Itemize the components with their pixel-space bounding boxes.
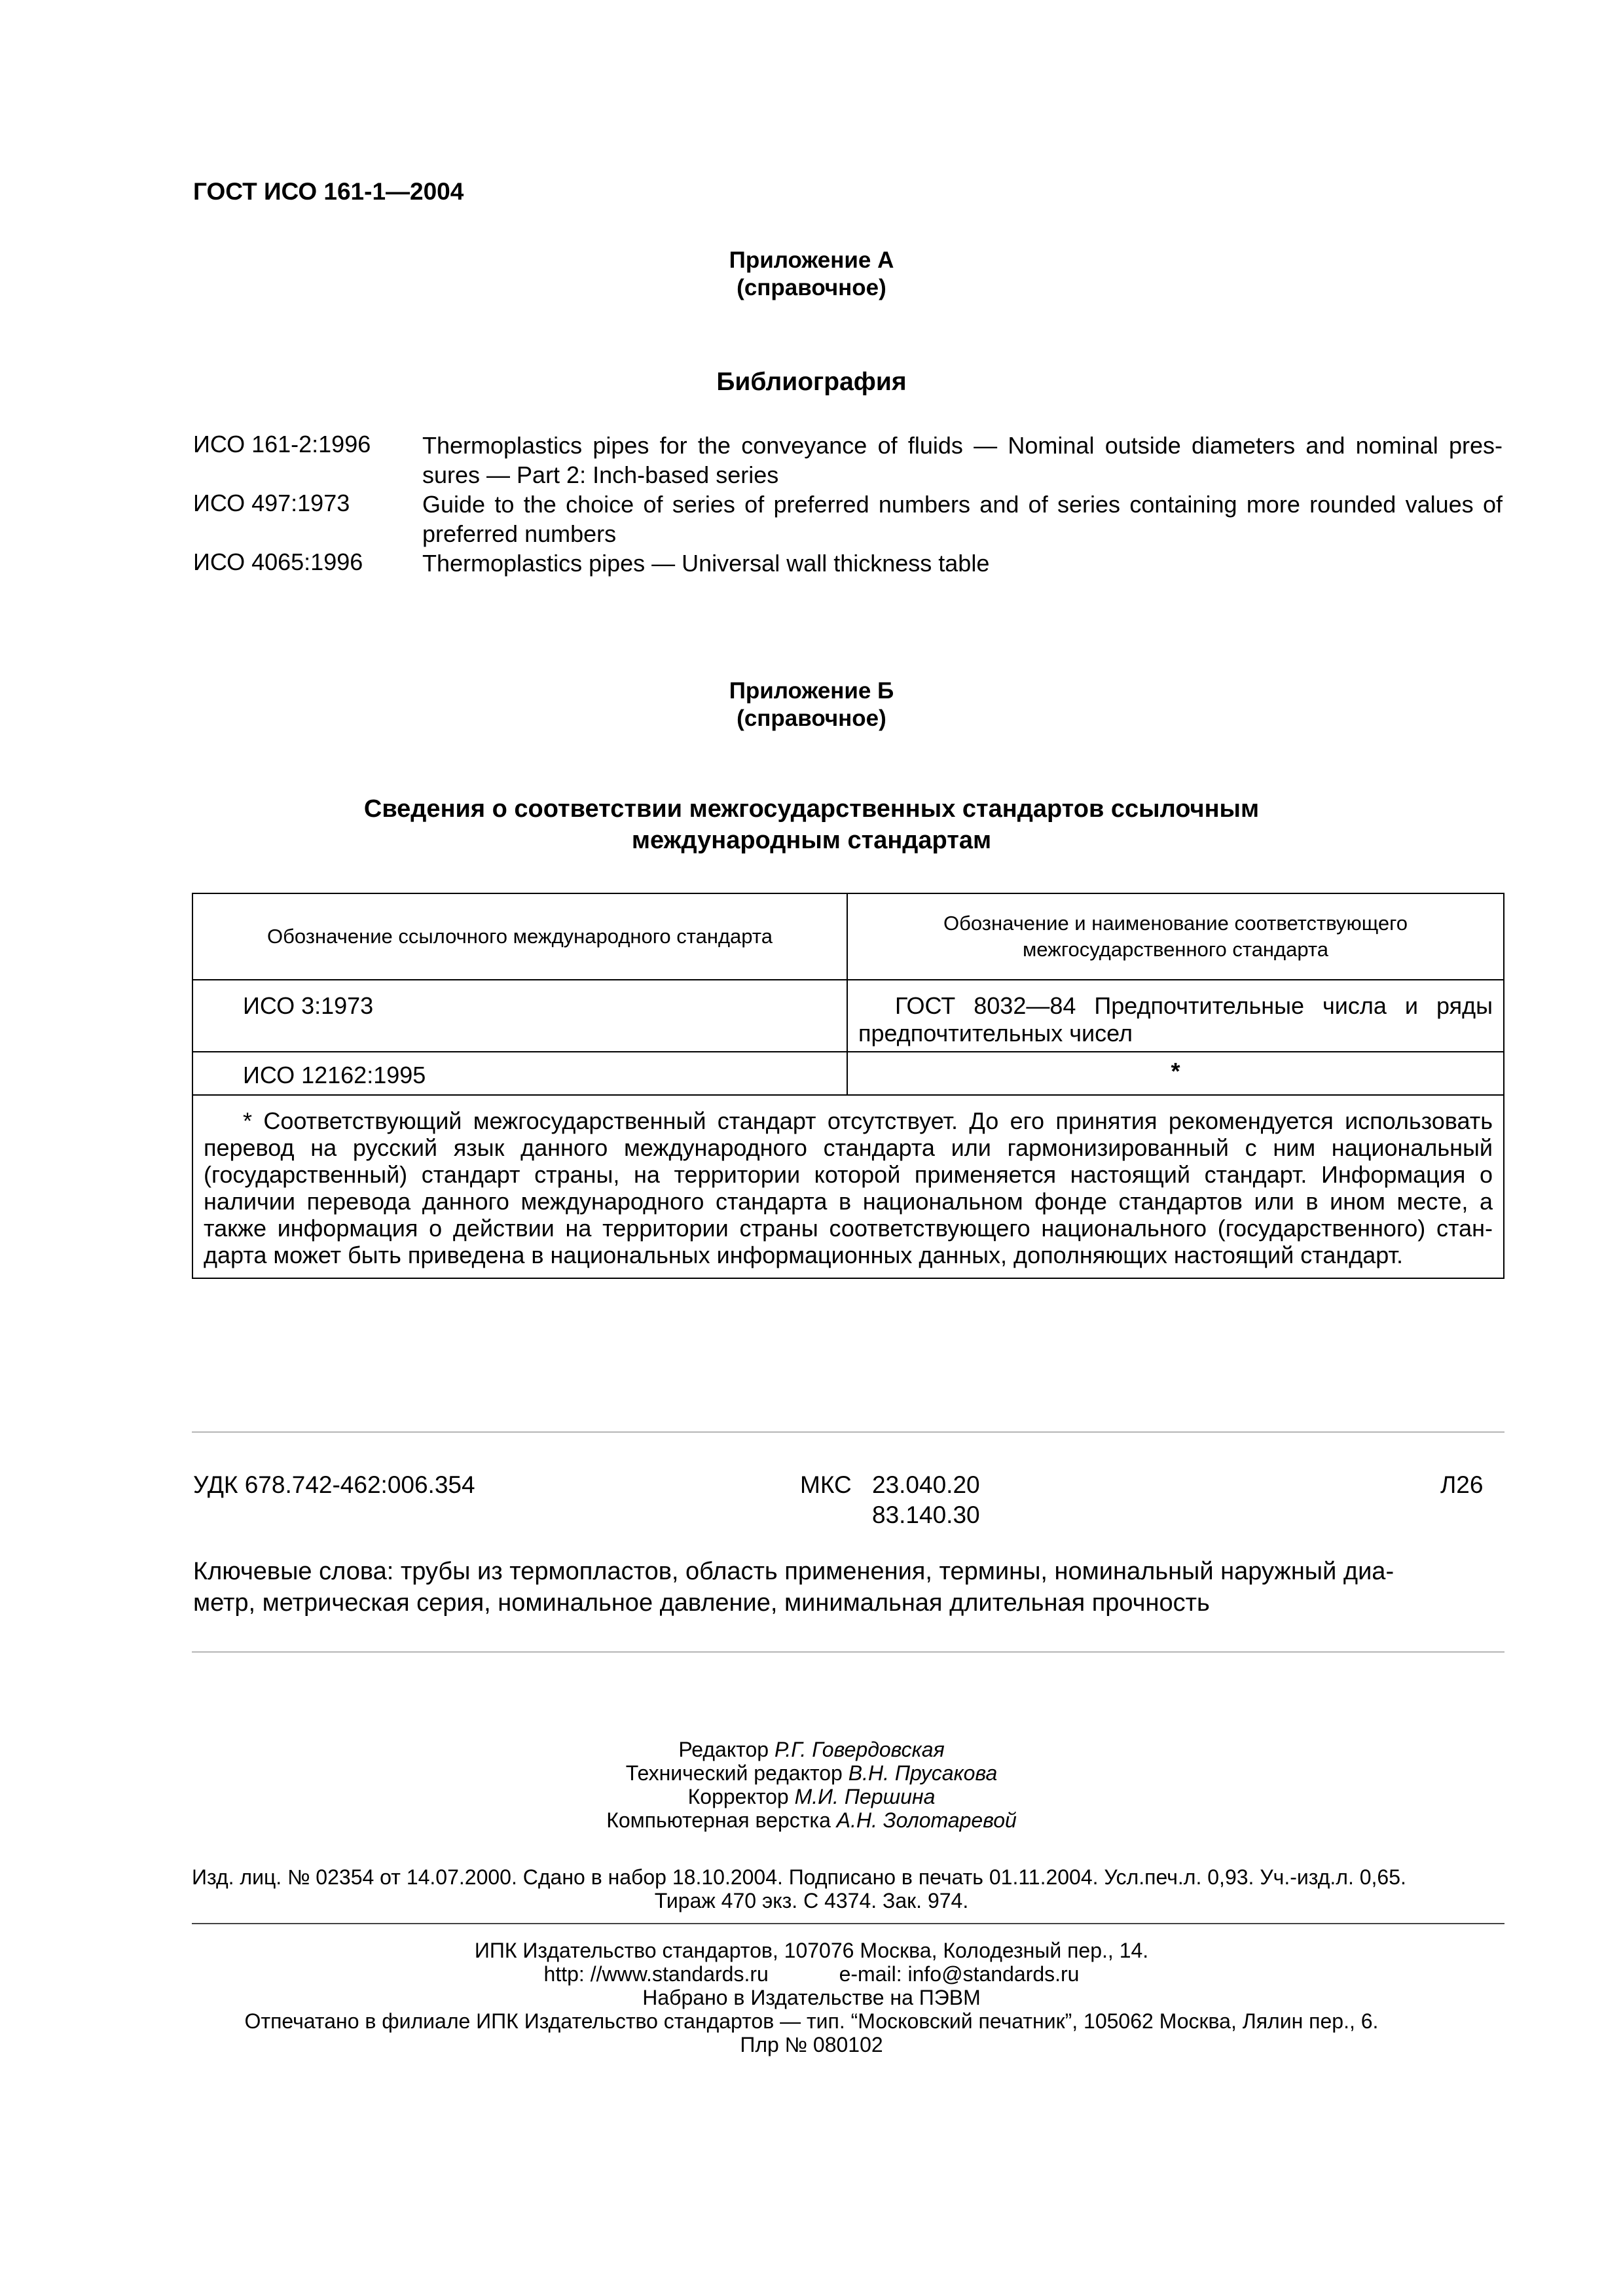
bibliography-code: ИСО 161-2:1996 xyxy=(193,431,371,457)
divider xyxy=(192,1651,1504,1653)
bibliography-title: Guide to the choice of series of preferred numbers and of series containing more rounded values of preferred numbers xyxy=(422,491,1503,547)
mks-code: 23.040.20 xyxy=(872,1471,980,1498)
credit-name: М.И. Першина xyxy=(794,1785,936,1808)
mks-code: 83.140.30 xyxy=(872,1501,980,1528)
bibliography-title: Thermoplastics pipes — Universal wall thickness table xyxy=(422,550,990,577)
appendix-b-subtitle: (справочное) xyxy=(737,706,886,731)
table-header-row xyxy=(192,893,1504,980)
credit-editor xyxy=(0,1738,1623,1761)
publisher-url: http: //www.standards.ru xyxy=(543,1962,769,1986)
correspondence-heading-cont: международным стандартам xyxy=(631,827,992,854)
col2-header-cont: межгосударственного стандарта xyxy=(1022,938,1329,961)
interstate-standard: * xyxy=(1171,1058,1180,1085)
col1-header: Обозначение ссылочного международного стандарта xyxy=(267,925,773,948)
credit-layout xyxy=(0,1808,1623,1832)
table-cell xyxy=(192,1052,847,1095)
credit-tech-editor xyxy=(0,1761,1623,1785)
imprint-circulation: Тираж 470 экз. С 4374. Зак. 974. xyxy=(654,1889,969,1912)
correspondence-heading: Сведения о соответствии межгосударственных стандартов ссылочным xyxy=(363,795,1260,823)
credit-role: Редактор xyxy=(678,1738,769,1761)
bibliography-heading: Библиография xyxy=(716,368,907,396)
table-footnote-row xyxy=(192,1095,1504,1278)
correspondence-table xyxy=(192,893,1504,1279)
divider xyxy=(192,1923,1504,1924)
bibliography-code: ИСО 4065:1996 xyxy=(193,548,363,575)
credit-role: Компьютерная верстка xyxy=(606,1808,837,1832)
appendix-a-subtitle: (справочное) xyxy=(737,275,886,300)
credit-name: А.Н. Золотаревой xyxy=(836,1808,1017,1832)
table-cell xyxy=(847,980,1504,1052)
divider xyxy=(192,1431,1504,1433)
imprint-details: Изд. лиц. № 02354 от 14.07.2000. Сдано в набор 18.10.2004. Подписано в печать 01.11.2004. Усл.печ.л. 0,93. Уч.-изд.л. 0,65. xyxy=(192,1865,1406,1889)
appendix-a-title: Приложение А xyxy=(729,247,894,273)
publisher-contacts xyxy=(0,1962,1623,1986)
mks-label: МКС xyxy=(800,1471,852,1498)
table-header-cell xyxy=(847,893,1504,980)
okstu-code: Л26 xyxy=(1440,1471,1484,1498)
credit-name: В.Н. Прусакова xyxy=(848,1761,998,1785)
table-row xyxy=(192,1052,1504,1095)
credit-name: Р.Г. Говердовская xyxy=(774,1738,945,1761)
interstate-standard: ГОСТ 8032—84 Предпочтительные числа и ряды предпочтительных чисел xyxy=(858,992,1493,1047)
document-id: ГОСТ ИСО 161-1—2004 xyxy=(193,178,464,205)
appendix-b-title: Приложение Б xyxy=(729,678,894,704)
udk-code: УДК 678.742-462:006.354 xyxy=(193,1471,475,1498)
table-header-cell xyxy=(192,893,847,980)
col2-header: Обозначение и наименование соответствующего xyxy=(943,912,1408,935)
credit-role: Корректор xyxy=(687,1785,789,1808)
table-row xyxy=(192,980,1504,1052)
keywords: Ключевые слова: трубы из термопластов, область применения, термины, номинальный наружный диа- xyxy=(193,1558,1395,1585)
credit-role: Технический редактор xyxy=(625,1761,843,1785)
publisher-address: ИПК Издательство стандартов, 107076 Москва, Колодезный пер., 14. xyxy=(474,1939,1149,1962)
international-standard: ИСО 3:1973 xyxy=(243,992,374,1019)
credit-proofreader xyxy=(0,1785,1623,1808)
publisher-email: e-mail: info@standards.ru xyxy=(839,1962,1080,1986)
bibliography-title: Thermoplastics pipes for the conveyance of fluids — Nominal outside diameters and nominal pres-sures — Part 2: Inch-based series xyxy=(422,432,1503,488)
publisher-license: Плр № 080102 xyxy=(740,2033,883,2056)
table-cell xyxy=(847,1052,1504,1095)
bibliography-code: ИСО 497:1973 xyxy=(193,490,350,516)
publisher-printed: Отпечатано в филиале ИПК Издательство стандартов — тип. “Московский печатник”, 105062 Москва, Лялин пер., 6. xyxy=(244,2009,1379,2033)
footnote-text: * Соответствующий межгосударственный стандарт отсутствует. До его принятия рекомендуется использовать перевод на русский язык данного международного стандарта или гармонизированный с ним национальный (государственный) стандарт страны, на территории которой применяется настоящий стандарт. Информация о наличии перевода данного международного стандарта в национальном фонде стандартов или в ином месте, а также информация о действии на территории страны соответствующего национального (государственного) стан-дарта может быть приведена в национальных информационных данных, дополняющих настоящий стандарт. xyxy=(204,1107,1493,1268)
publisher-typeset: Набрано в Издательстве на ПЭВМ xyxy=(642,1986,981,2009)
keywords-cont: метр, метрическая серия, номинальное давление, минимальная длительная прочность xyxy=(193,1589,1210,1617)
table-cell xyxy=(192,980,847,1052)
table-footnote xyxy=(192,1095,1504,1278)
international-standard: ИСО 12162:1995 xyxy=(243,1062,426,1088)
